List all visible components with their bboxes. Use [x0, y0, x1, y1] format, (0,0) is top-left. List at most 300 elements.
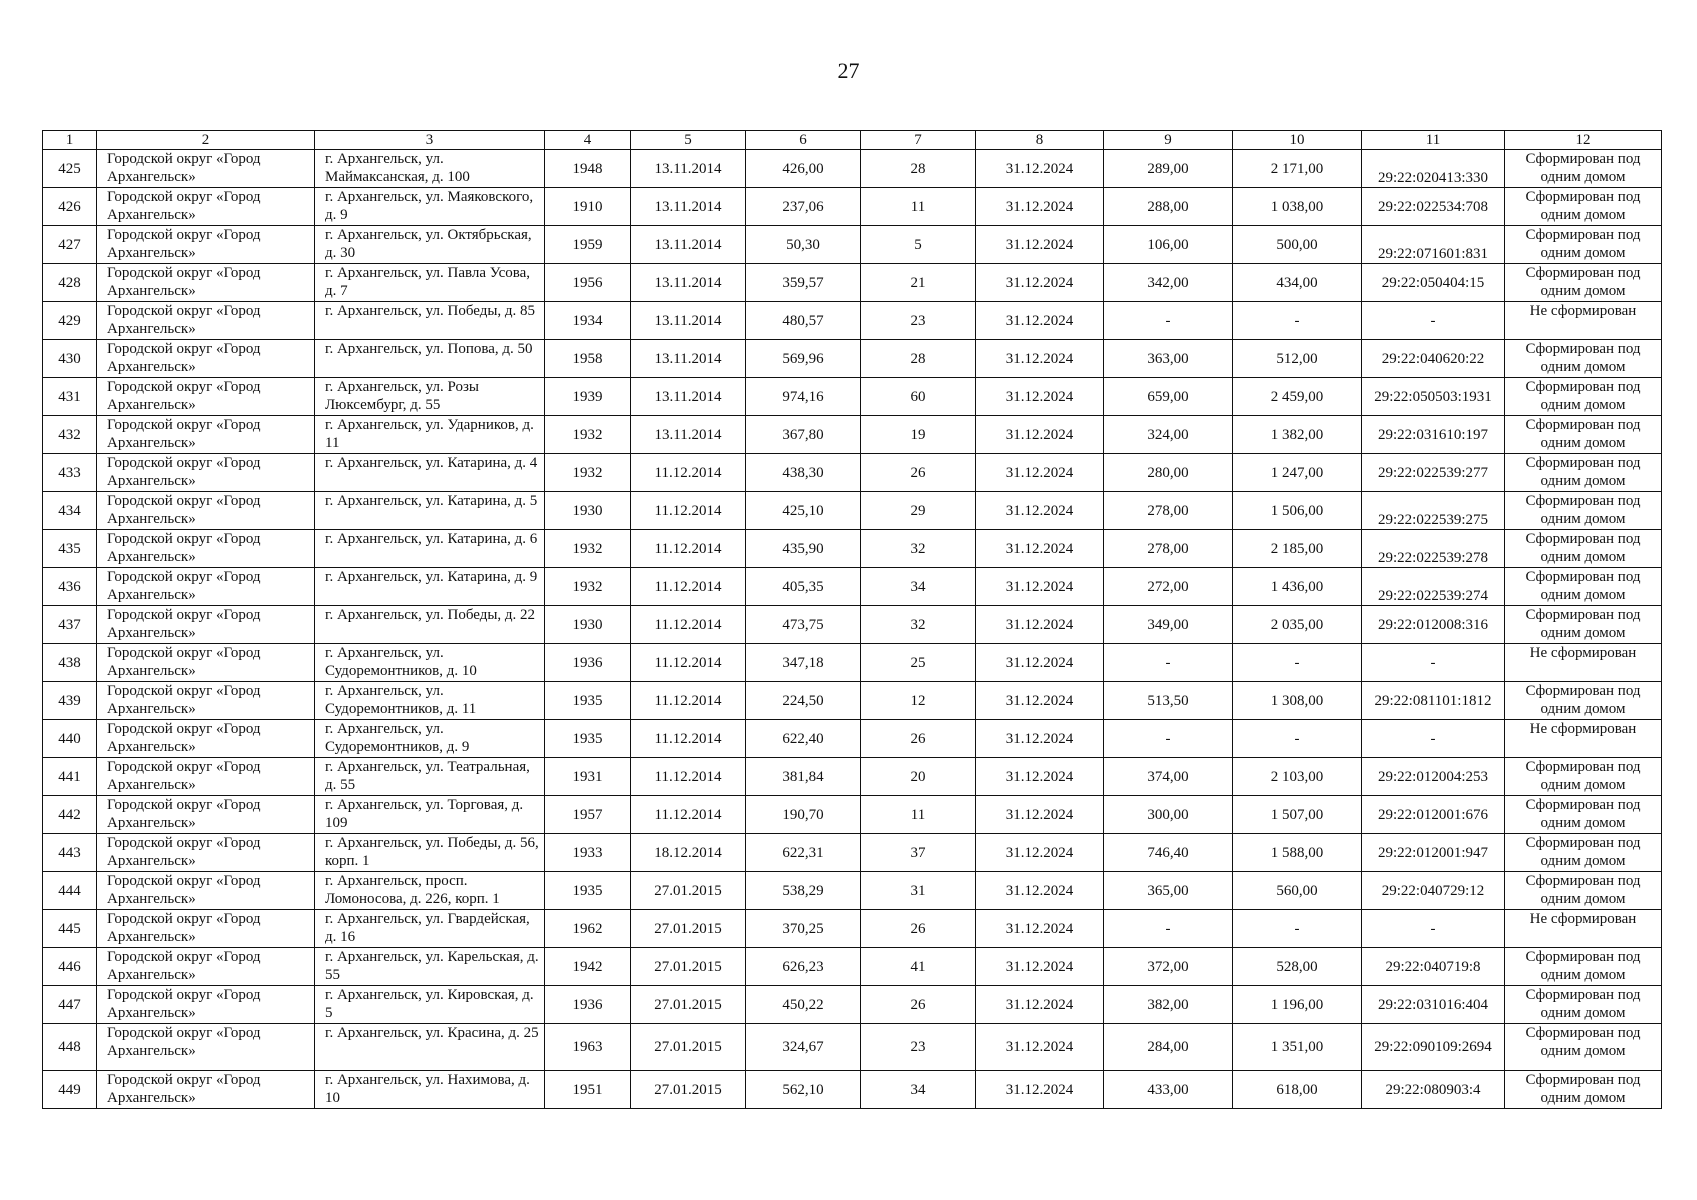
- cell-value-10: 1 436,00: [1233, 568, 1362, 606]
- cell-value-10: 1 308,00: [1233, 682, 1362, 720]
- cell-cadastral-number: 29:22:050503:1931: [1362, 378, 1505, 416]
- cell-address: г. Архангельск, ул. Победы, д. 56, корп. 1: [315, 834, 545, 872]
- cell-cadastral-number: 29:22:031610:197: [1362, 416, 1505, 454]
- cell-owner: Городской округ «Город Архангельск»: [97, 454, 315, 492]
- cell-count: 26: [861, 720, 976, 758]
- cell-owner: Городской округ «Город Архангельск»: [97, 302, 315, 340]
- cell-owner: Городской округ «Город Архангельск»: [97, 226, 315, 264]
- column-header: 2: [97, 131, 315, 150]
- cell-year-built: 1957: [545, 796, 631, 834]
- cell-status: Сформирован под одним домом: [1505, 226, 1662, 264]
- cell-year-built: 1932: [545, 454, 631, 492]
- cell-count: 11: [861, 188, 976, 226]
- table-row: [43, 1071, 1662, 1109]
- cell-count: 25: [861, 644, 976, 682]
- cell-year-built: 1939: [545, 378, 631, 416]
- cell-value-10: 528,00: [1233, 948, 1362, 986]
- cell-value-9: 374,00: [1104, 758, 1233, 796]
- table-row: [43, 188, 1662, 226]
- cell-date: 27.01.2015: [631, 872, 746, 910]
- cell-value-10: -: [1233, 910, 1362, 948]
- cell-count: 34: [861, 1071, 976, 1109]
- cell-owner: Городской округ «Город Архангельск»: [97, 910, 315, 948]
- cell-year-built: 1962: [545, 910, 631, 948]
- table-row: [43, 834, 1662, 872]
- cell-cadastral-number: 29:22:071601:831: [1362, 226, 1505, 264]
- cell-value-10: 1 382,00: [1233, 416, 1362, 454]
- cell-address: г. Архангельск, ул. Катарина, д. 9: [315, 568, 545, 606]
- cell-address: г. Архангельск, ул. Победы, д. 85: [315, 302, 545, 340]
- cell-count: 41: [861, 948, 976, 986]
- cell-row-number: 431: [43, 378, 97, 416]
- cell-status: Сформирован под одним домом: [1505, 150, 1662, 188]
- cell-address: г. Архангельск, ул. Победы, д. 22: [315, 606, 545, 644]
- cell-row-number: 449: [43, 1071, 97, 1109]
- cell-cadastral-number: -: [1362, 644, 1505, 682]
- cell-row-number: 443: [43, 834, 97, 872]
- cell-cadastral-number: 29:22:080903:4: [1362, 1071, 1505, 1109]
- cell-date: 11.12.2014: [631, 530, 746, 568]
- cell-row-number: 438: [43, 644, 97, 682]
- cell-deadline: 31.12.2024: [976, 568, 1104, 606]
- cell-status: Сформирован под одним домом: [1505, 340, 1662, 378]
- cell-value-10: 1 507,00: [1233, 796, 1362, 834]
- cell-address: г. Архангельск, ул. Гвардейская, д. 16: [315, 910, 545, 948]
- cell-cadastral-number: 29:22:022539:275: [1362, 492, 1505, 530]
- cell-value-9: -: [1104, 644, 1233, 682]
- cell-area: 450,22: [746, 986, 861, 1024]
- cell-date: 13.11.2014: [631, 188, 746, 226]
- cell-deadline: 31.12.2024: [976, 226, 1104, 264]
- cell-area: 426,00: [746, 150, 861, 188]
- cell-row-number: 441: [43, 758, 97, 796]
- column-header: 11: [1362, 131, 1505, 150]
- cell-area: 324,67: [746, 1024, 861, 1071]
- cell-owner: Городской округ «Город Архангельск»: [97, 986, 315, 1024]
- cell-count: 37: [861, 834, 976, 872]
- cell-value-9: 659,00: [1104, 378, 1233, 416]
- cell-date: 13.11.2014: [631, 226, 746, 264]
- cell-owner: Городской округ «Город Архангельск»: [97, 872, 315, 910]
- cell-cadastral-number: 29:22:022534:708: [1362, 188, 1505, 226]
- cell-cadastral-number: -: [1362, 302, 1505, 340]
- table-row: [43, 720, 1662, 758]
- table-row: [43, 606, 1662, 644]
- cell-address: г. Архангельск, просп. Ломоносова, д. 226, корп. 1: [315, 872, 545, 910]
- cell-count: 23: [861, 1024, 976, 1071]
- cell-value-9: 284,00: [1104, 1024, 1233, 1071]
- cell-deadline: 31.12.2024: [976, 606, 1104, 644]
- cell-area: 405,35: [746, 568, 861, 606]
- cell-owner: Городской округ «Город Архангельск»: [97, 720, 315, 758]
- cell-cadastral-number: 29:22:090109:2694: [1362, 1024, 1505, 1071]
- table-row: [43, 492, 1662, 530]
- cell-date: 27.01.2015: [631, 1071, 746, 1109]
- cell-cadastral-number: 29:22:040729:12: [1362, 872, 1505, 910]
- column-header: 12: [1505, 131, 1662, 150]
- cell-row-number: 444: [43, 872, 97, 910]
- cell-year-built: 1933: [545, 834, 631, 872]
- cell-count: 23: [861, 302, 976, 340]
- cell-count: 20: [861, 758, 976, 796]
- cell-deadline: 31.12.2024: [976, 188, 1104, 226]
- cell-row-number: 448: [43, 1024, 97, 1071]
- cell-value-10: 560,00: [1233, 872, 1362, 910]
- cell-address: г. Архангельск, ул. Маймаксанская, д. 100: [315, 150, 545, 188]
- cell-cadastral-number: 29:22:050404:15: [1362, 264, 1505, 302]
- column-header: 5: [631, 131, 746, 150]
- cell-year-built: 1948: [545, 150, 631, 188]
- page-number: 27: [837, 58, 860, 83]
- cell-address: г. Архангельск, ул. Катарина, д. 5: [315, 492, 545, 530]
- cell-value-10: 2 185,00: [1233, 530, 1362, 568]
- cell-address: г. Архангельск, ул. Торговая, д. 109: [315, 796, 545, 834]
- cell-year-built: 1930: [545, 492, 631, 530]
- cell-address: г. Архангельск, ул. Катарина, д. 4: [315, 454, 545, 492]
- cell-value-9: 289,00: [1104, 150, 1233, 188]
- cell-value-9: 382,00: [1104, 986, 1233, 1024]
- cell-date: 27.01.2015: [631, 1024, 746, 1071]
- cell-count: 32: [861, 606, 976, 644]
- cell-deadline: 31.12.2024: [976, 834, 1104, 872]
- cell-count: 19: [861, 416, 976, 454]
- cell-owner: Городской округ «Город Архангельск»: [97, 1024, 315, 1071]
- table-row: [43, 378, 1662, 416]
- register-table: [42, 130, 1662, 1109]
- cell-year-built: 1942: [545, 948, 631, 986]
- cell-row-number: 440: [43, 720, 97, 758]
- cell-owner: Городской округ «Город Архангельск»: [97, 416, 315, 454]
- cell-cadastral-number: 29:22:020413:330: [1362, 150, 1505, 188]
- table-row: [43, 986, 1662, 1024]
- cell-owner: Городской округ «Город Архангельск»: [97, 568, 315, 606]
- cell-deadline: 31.12.2024: [976, 340, 1104, 378]
- cell-status: Сформирован под одним домом: [1505, 948, 1662, 986]
- cell-value-9: -: [1104, 910, 1233, 948]
- cell-address: г. Архангельск, ул. Кировская, д. 5: [315, 986, 545, 1024]
- cell-year-built: 1910: [545, 188, 631, 226]
- column-header: 4: [545, 131, 631, 150]
- cell-area: 425,10: [746, 492, 861, 530]
- cell-value-10: 2 459,00: [1233, 378, 1362, 416]
- cell-date: 18.12.2014: [631, 834, 746, 872]
- table-row: [43, 226, 1662, 264]
- table-row: [43, 872, 1662, 910]
- cell-value-10: 2 035,00: [1233, 606, 1362, 644]
- cell-row-number: 428: [43, 264, 97, 302]
- cell-year-built: 1934: [545, 302, 631, 340]
- cell-year-built: 1935: [545, 872, 631, 910]
- cell-count: 31: [861, 872, 976, 910]
- table-row: [43, 910, 1662, 948]
- cell-row-number: 439: [43, 682, 97, 720]
- cell-row-number: 430: [43, 340, 97, 378]
- cell-address: г. Архангельск, ул. Павла Усова, д. 7: [315, 264, 545, 302]
- cell-owner: Городской округ «Город Архангельск»: [97, 340, 315, 378]
- cell-value-10: -: [1233, 302, 1362, 340]
- cell-value-9: 513,50: [1104, 682, 1233, 720]
- cell-value-10: 1 351,00: [1233, 1024, 1362, 1071]
- cell-value-9: 288,00: [1104, 188, 1233, 226]
- cell-deadline: 31.12.2024: [976, 758, 1104, 796]
- cell-value-9: 278,00: [1104, 492, 1233, 530]
- cell-year-built: 1956: [545, 264, 631, 302]
- table-row: [43, 682, 1662, 720]
- cell-row-number: 429: [43, 302, 97, 340]
- cell-status: Не сформирован: [1505, 302, 1662, 340]
- cell-row-number: 436: [43, 568, 97, 606]
- cell-address: г. Архангельск, ул. Ударников, д. 11: [315, 416, 545, 454]
- cell-value-9: 342,00: [1104, 264, 1233, 302]
- cell-date: 11.12.2014: [631, 454, 746, 492]
- cell-date: 11.12.2014: [631, 568, 746, 606]
- cell-deadline: 31.12.2024: [976, 302, 1104, 340]
- cell-deadline: 31.12.2024: [976, 150, 1104, 188]
- cell-year-built: 1935: [545, 682, 631, 720]
- cell-cadastral-number: 29:22:040719:8: [1362, 948, 1505, 986]
- cell-year-built: 1931: [545, 758, 631, 796]
- cell-owner: Городской округ «Город Архангельск»: [97, 188, 315, 226]
- cell-address: г. Архангельск, ул. Карельская, д. 55: [315, 948, 545, 986]
- cell-address: г. Архангельск, ул. Нахимова, д. 10: [315, 1071, 545, 1109]
- cell-address: г. Архангельск, ул. Октябрьская, д. 30: [315, 226, 545, 264]
- cell-row-number: 432: [43, 416, 97, 454]
- cell-deadline: 31.12.2024: [976, 1071, 1104, 1109]
- cell-deadline: 31.12.2024: [976, 492, 1104, 530]
- cell-date: 11.12.2014: [631, 720, 746, 758]
- cell-value-10: 1 038,00: [1233, 188, 1362, 226]
- cell-cadastral-number: -: [1362, 910, 1505, 948]
- cell-count: 32: [861, 530, 976, 568]
- cell-count: 26: [861, 910, 976, 948]
- cell-count: 28: [861, 150, 976, 188]
- cell-status: Сформирован под одним домом: [1505, 606, 1662, 644]
- cell-deadline: 31.12.2024: [976, 720, 1104, 758]
- cell-row-number: 437: [43, 606, 97, 644]
- cell-area: 237,06: [746, 188, 861, 226]
- cell-value-10: 1 247,00: [1233, 454, 1362, 492]
- cell-count: 21: [861, 264, 976, 302]
- cell-owner: Городской округ «Город Архангельск»: [97, 948, 315, 986]
- cell-value-10: 512,00: [1233, 340, 1362, 378]
- cell-date: 11.12.2014: [631, 492, 746, 530]
- cell-area: 359,57: [746, 264, 861, 302]
- cell-address: г. Архангельск, ул. Розы Люксембург, д. 55: [315, 378, 545, 416]
- table-row: [43, 948, 1662, 986]
- cell-value-9: 106,00: [1104, 226, 1233, 264]
- cell-date: 13.11.2014: [631, 416, 746, 454]
- table-header-row: [43, 131, 1662, 150]
- cell-row-number: 447: [43, 986, 97, 1024]
- column-header: 10: [1233, 131, 1362, 150]
- cell-deadline: 31.12.2024: [976, 796, 1104, 834]
- cell-date: 11.12.2014: [631, 758, 746, 796]
- cell-status: Сформирован под одним домом: [1505, 378, 1662, 416]
- table-row: [43, 264, 1662, 302]
- cell-year-built: 1951: [545, 1071, 631, 1109]
- cell-year-built: 1935: [545, 720, 631, 758]
- cell-address: г. Архангельск, ул. Маяковского, д. 9: [315, 188, 545, 226]
- cell-value-9: 278,00: [1104, 530, 1233, 568]
- cell-date: 27.01.2015: [631, 910, 746, 948]
- cell-address: г. Архангельск, ул. Красина, д. 25: [315, 1024, 545, 1071]
- cell-deadline: 31.12.2024: [976, 378, 1104, 416]
- cell-year-built: 1936: [545, 644, 631, 682]
- cell-area: 347,18: [746, 644, 861, 682]
- cell-value-10: 1 196,00: [1233, 986, 1362, 1024]
- cell-status: Сформирован под одним домом: [1505, 872, 1662, 910]
- table-row: [43, 796, 1662, 834]
- column-header: 3: [315, 131, 545, 150]
- cell-year-built: 1932: [545, 568, 631, 606]
- cell-date: 13.11.2014: [631, 150, 746, 188]
- cell-cadastral-number: 29:22:012004:253: [1362, 758, 1505, 796]
- cell-status: Сформирован под одним домом: [1505, 454, 1662, 492]
- cell-owner: Городской округ «Город Архангельск»: [97, 150, 315, 188]
- cell-row-number: 427: [43, 226, 97, 264]
- cell-count: 29: [861, 492, 976, 530]
- cell-cadastral-number: 29:22:022539:278: [1362, 530, 1505, 568]
- cell-value-10: 1 588,00: [1233, 834, 1362, 872]
- cell-row-number: 425: [43, 150, 97, 188]
- cell-value-10: 500,00: [1233, 226, 1362, 264]
- cell-cadastral-number: 29:22:022539:277: [1362, 454, 1505, 492]
- cell-cadastral-number: -: [1362, 720, 1505, 758]
- cell-status: Сформирован под одним домом: [1505, 416, 1662, 454]
- cell-date: 11.12.2014: [631, 644, 746, 682]
- cell-deadline: 31.12.2024: [976, 454, 1104, 492]
- cell-date: 27.01.2015: [631, 948, 746, 986]
- cell-value-9: 433,00: [1104, 1071, 1233, 1109]
- table-body: [43, 150, 1662, 1109]
- cell-date: 27.01.2015: [631, 986, 746, 1024]
- table-row: [43, 530, 1662, 568]
- cell-date: 13.11.2014: [631, 340, 746, 378]
- cell-address: г. Архангельск, ул. Театральная, д. 55: [315, 758, 545, 796]
- cell-area: 480,57: [746, 302, 861, 340]
- cell-owner: Городской округ «Город Архангельск»: [97, 492, 315, 530]
- cell-count: 34: [861, 568, 976, 606]
- table-row: [43, 568, 1662, 606]
- cell-status: Сформирован под одним домом: [1505, 264, 1662, 302]
- cell-date: 11.12.2014: [631, 682, 746, 720]
- table-row: [43, 302, 1662, 340]
- cell-row-number: 435: [43, 530, 97, 568]
- column-header: 9: [1104, 131, 1233, 150]
- cell-row-number: 434: [43, 492, 97, 530]
- cell-year-built: 1959: [545, 226, 631, 264]
- cell-status: Сформирован под одним домом: [1505, 530, 1662, 568]
- cell-cadastral-number: 29:22:022539:274: [1362, 568, 1505, 606]
- cell-owner: Городской округ «Город Архангельск»: [97, 264, 315, 302]
- cell-value-9: 280,00: [1104, 454, 1233, 492]
- cell-count: 26: [861, 986, 976, 1024]
- cell-cadastral-number: 29:22:081101:1812: [1362, 682, 1505, 720]
- table-row: [43, 1024, 1662, 1071]
- cell-deadline: 31.12.2024: [976, 644, 1104, 682]
- cell-deadline: 31.12.2024: [976, 910, 1104, 948]
- cell-status: Сформирован под одним домом: [1505, 1071, 1662, 1109]
- cell-area: 438,30: [746, 454, 861, 492]
- cell-area: 538,29: [746, 872, 861, 910]
- cell-row-number: 426: [43, 188, 97, 226]
- cell-area: 224,50: [746, 682, 861, 720]
- cell-count: 12: [861, 682, 976, 720]
- cell-cadastral-number: 29:22:040620:22: [1362, 340, 1505, 378]
- cell-value-9: -: [1104, 720, 1233, 758]
- table-row: [43, 416, 1662, 454]
- cell-cadastral-number: 29:22:012001:676: [1362, 796, 1505, 834]
- cell-date: 11.12.2014: [631, 796, 746, 834]
- cell-cadastral-number: 29:22:012001:947: [1362, 834, 1505, 872]
- cell-status: Сформирован под одним домом: [1505, 986, 1662, 1024]
- cell-value-9: 372,00: [1104, 948, 1233, 986]
- cell-status: Сформирован под одним домом: [1505, 568, 1662, 606]
- cell-owner: Городской округ «Город Архангельск»: [97, 644, 315, 682]
- cell-value-9: 349,00: [1104, 606, 1233, 644]
- cell-year-built: 1958: [545, 340, 631, 378]
- cell-value-10: -: [1233, 720, 1362, 758]
- cell-value-9: 746,40: [1104, 834, 1233, 872]
- cell-status: Сформирован под одним домом: [1505, 188, 1662, 226]
- cell-status: Сформирован под одним домом: [1505, 1024, 1662, 1071]
- cell-area: 626,23: [746, 948, 861, 986]
- cell-cadastral-number: 29:22:012008:316: [1362, 606, 1505, 644]
- cell-date: 13.11.2014: [631, 264, 746, 302]
- cell-area: 370,25: [746, 910, 861, 948]
- cell-value-10: 1 506,00: [1233, 492, 1362, 530]
- cell-area: 622,31: [746, 834, 861, 872]
- cell-deadline: 31.12.2024: [976, 948, 1104, 986]
- cell-owner: Городской округ «Город Архангельск»: [97, 834, 315, 872]
- cell-owner: Городской округ «Город Архангельск»: [97, 1071, 315, 1109]
- cell-status: Сформирован под одним домом: [1505, 796, 1662, 834]
- cell-count: 5: [861, 226, 976, 264]
- cell-year-built: 1930: [545, 606, 631, 644]
- cell-date: 13.11.2014: [631, 302, 746, 340]
- cell-deadline: 31.12.2024: [976, 530, 1104, 568]
- cell-deadline: 31.12.2024: [976, 416, 1104, 454]
- column-header: 1: [43, 131, 97, 150]
- column-header: 7: [861, 131, 976, 150]
- cell-status: Сформирован под одним домом: [1505, 492, 1662, 530]
- cell-year-built: 1963: [545, 1024, 631, 1071]
- cell-owner: Городской округ «Город Архангельск»: [97, 606, 315, 644]
- cell-date: 13.11.2014: [631, 378, 746, 416]
- cell-row-number: 445: [43, 910, 97, 948]
- cell-value-10: 2 103,00: [1233, 758, 1362, 796]
- cell-deadline: 31.12.2024: [976, 264, 1104, 302]
- cell-status: Не сформирован: [1505, 910, 1662, 948]
- cell-row-number: 442: [43, 796, 97, 834]
- cell-row-number: 446: [43, 948, 97, 986]
- table-row: [43, 644, 1662, 682]
- cell-value-10: 618,00: [1233, 1071, 1362, 1109]
- cell-deadline: 31.12.2024: [976, 1024, 1104, 1071]
- cell-area: 473,75: [746, 606, 861, 644]
- cell-area: 367,80: [746, 416, 861, 454]
- table-row: [43, 340, 1662, 378]
- column-header: 8: [976, 131, 1104, 150]
- cell-address: г. Архангельск, ул. Судоремонтников, д. 9: [315, 720, 545, 758]
- table-row: [43, 758, 1662, 796]
- cell-status: Сформирован под одним домом: [1505, 682, 1662, 720]
- table-row: [43, 150, 1662, 188]
- cell-value-9: -: [1104, 302, 1233, 340]
- cell-area: 974,16: [746, 378, 861, 416]
- cell-value-10: 434,00: [1233, 264, 1362, 302]
- cell-owner: Городской округ «Город Архангельск»: [97, 682, 315, 720]
